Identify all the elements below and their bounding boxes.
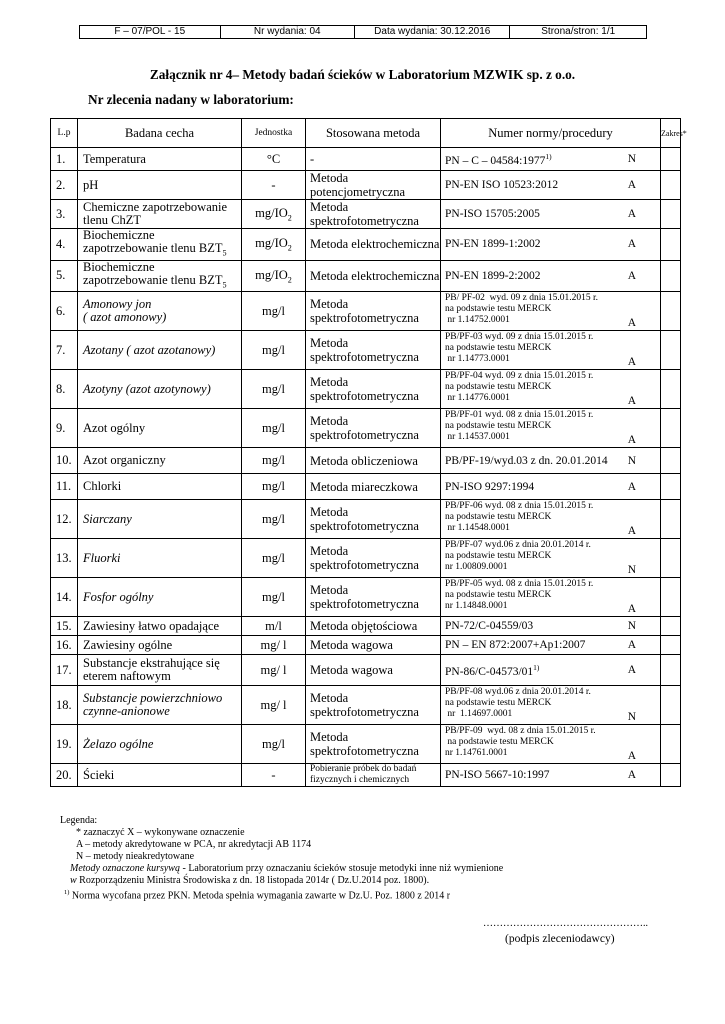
scope-code: A: [627, 434, 636, 446]
unit-text: mg/l: [262, 303, 285, 318]
row-parameter: [78, 764, 242, 787]
parameter-name: Temperatura: [83, 151, 146, 166]
legend: [60, 815, 503, 902]
row-mark-cell[interactable]: [661, 229, 681, 261]
col-header-lp: L.p: [51, 119, 78, 148]
unit-text: mg/l: [262, 511, 285, 526]
parameter-name: Zawiesiny ogólne: [83, 637, 173, 652]
row-standard: [441, 448, 661, 474]
row-number: 16.: [51, 636, 78, 655]
row-method: Metoda elektrochemiczna: [306, 260, 441, 292]
row-mark-cell[interactable]: [661, 578, 681, 617]
col-header-metoda: Stosowana metoda: [306, 119, 441, 148]
scope-code: A: [627, 664, 636, 676]
row-method: Metoda miareczkowa: [306, 474, 441, 500]
table-row: [51, 200, 681, 229]
unit-subscript: 2: [287, 243, 292, 253]
legend-italic-text2: Rozporządzeniu Ministra Środowiska z dn. 18 listopada 2014r ( Dz.U.2014 poz. 1800).: [76, 875, 430, 886]
row-method: Pobieranie próbek do badań fizycznych i chemicznych: [306, 764, 441, 787]
edition-date: Data wydania: 30.12.2016: [355, 26, 510, 38]
table-row: [51, 655, 681, 686]
scope-code: N: [627, 153, 636, 165]
unit-text: mg/ l: [260, 697, 287, 712]
row-number: 2.: [51, 171, 78, 200]
parameter-name: Siarczany: [83, 511, 132, 526]
scope-code: A: [627, 179, 636, 191]
standard-line: PB/PF-03 wyd. 09 z dnia 15.01.2015 r.: [445, 332, 594, 342]
unit-text: mg/l: [262, 479, 285, 493]
row-unit: [242, 764, 306, 787]
row-parameter: [78, 636, 242, 655]
legend-italic-text: - Laboratorium przy oznaczaniu ścieków stosuje metodyki inne niż wymienione: [179, 863, 504, 874]
parameter-name: Fosfor ogólny: [83, 589, 154, 604]
row-unit: [242, 331, 306, 370]
row-standard: [441, 636, 661, 655]
parameter-name: Substancje powierzchniowo czynne-anionowe: [83, 691, 223, 718]
row-method: Metoda spektrofotometryczna: [306, 539, 441, 578]
scope-code: A: [627, 356, 636, 368]
row-standard: [441, 292, 661, 331]
standard-line: na podstawie testu MERCK: [445, 343, 552, 353]
row-mark-cell[interactable]: [661, 617, 681, 636]
row-number: 18.: [51, 686, 78, 725]
parameter-name: Substancje ekstrahujące się eterem naftowym: [83, 656, 220, 683]
row-mark-cell[interactable]: [661, 500, 681, 539]
row-standard: [441, 655, 661, 686]
scope-code: N: [627, 620, 636, 632]
unit-text: mg/ l: [260, 662, 287, 677]
parameter-name: Amonowy jon: [83, 297, 152, 311]
scope-code: N: [627, 564, 636, 576]
scope-code: N: [627, 711, 636, 723]
row-method: Metoda spektrofotometryczna: [306, 292, 441, 331]
row-number: 13.: [51, 539, 78, 578]
standard-text: PN-ISO 5667-10:1997: [445, 769, 550, 781]
row-mark-cell[interactable]: [661, 686, 681, 725]
row-unit: [242, 260, 306, 292]
row-standard: [441, 171, 661, 200]
row-method: Metoda spektrofotometryczna: [306, 686, 441, 725]
row-standard: [441, 229, 661, 261]
standard-text: PN – C – 04584:1977: [445, 154, 546, 167]
scope-code: A: [627, 769, 636, 781]
unit-text: mg/IO: [255, 236, 288, 250]
row-standard: [441, 764, 661, 787]
table-row: [51, 578, 681, 617]
standard-line: na podstawie testu MERCK: [445, 551, 552, 561]
row-unit: [242, 500, 306, 539]
row-method: -: [306, 148, 441, 171]
page-count: Strona/stron: 1/1: [541, 26, 616, 37]
table-row: [51, 764, 681, 787]
row-standard: [441, 500, 661, 539]
row-parameter: [78, 474, 242, 500]
row-standard: [441, 474, 661, 500]
row-number: 20.: [51, 764, 78, 787]
row-method: Metoda spektrofotometryczna: [306, 409, 441, 448]
row-parameter: [78, 539, 242, 578]
row-unit: [242, 539, 306, 578]
row-mark-cell[interactable]: [661, 539, 681, 578]
row-parameter: [78, 686, 242, 725]
unit-text: -: [271, 177, 276, 192]
row-number: 1.: [51, 148, 78, 171]
standard-line: na podstawie testu MERCK: [445, 590, 552, 600]
standard-text: PN-EN 1899-1:2002: [445, 238, 541, 251]
standard-footnote: 1): [533, 663, 540, 673]
scope-code: N: [627, 454, 636, 467]
row-number: 17.: [51, 655, 78, 686]
scope-code: A: [627, 603, 636, 615]
col-header-norma: Numer normy/procedury: [441, 119, 661, 148]
row-standard: [441, 539, 661, 578]
standard-text: PB/PF-19/wyd.03 z dn. 20.01.2014: [445, 454, 608, 467]
row-method: Metoda potencjometryczna: [306, 171, 441, 200]
row-unit: [242, 370, 306, 409]
table-row: [51, 686, 681, 725]
standard-line: PB/PF-01 wyd. 08 z dnia 15.01.2015 r.: [445, 410, 594, 420]
row-parameter: [78, 260, 242, 292]
table-row: [51, 229, 681, 261]
unit-text: mg/l: [262, 736, 285, 751]
table-row: [51, 636, 681, 655]
signature-line: …………………………………………..: [483, 918, 648, 929]
row-method: Metoda objętościowa: [306, 617, 441, 636]
unit-text: mg/ l: [260, 637, 287, 652]
scope-code: A: [627, 639, 636, 651]
parameter-name: Chemiczne zapotrzebowanie tlenu ChZT: [83, 200, 228, 227]
table-row: [51, 725, 681, 764]
unit-text: mg/l: [262, 420, 285, 435]
legend-line: A – metody akredytowane w PCA, nr akredytacji AB 1174: [76, 839, 312, 850]
row-method: Metoda elektrochemiczna: [306, 229, 441, 261]
row-number: 14.: [51, 578, 78, 617]
standard-line: PB/PF-04 wyd. 09 z dnia 15.01.2015 r.: [445, 371, 594, 381]
row-mark-cell[interactable]: [661, 474, 681, 500]
standard-line: nr 1.14548.0001: [445, 523, 510, 533]
row-parameter: [78, 229, 242, 261]
row-mark-cell[interactable]: [661, 725, 681, 764]
unit-text: mg/IO: [255, 205, 288, 220]
standard-line: nr 1.14848.0001: [445, 601, 508, 611]
parameter-name: Azotany ( azot azotanowy): [83, 342, 216, 357]
methods-table: [50, 118, 687, 787]
row-standard: [441, 578, 661, 617]
unit-text: -: [271, 767, 276, 782]
parameter-subscript: 5: [222, 248, 227, 258]
standard-line: na podstawie testu MERCK: [445, 382, 552, 392]
row-unit: [242, 448, 306, 474]
standard-line: na podstawie testu MERCK: [445, 737, 554, 747]
standard-text: PN-ISO 9297:1994: [445, 480, 535, 493]
standard-line: na podstawie testu MERCK: [445, 304, 552, 314]
row-mark-cell[interactable]: [661, 636, 681, 655]
row-parameter: [78, 655, 242, 686]
page-title: Załącznik nr 4– Metody badań ścieków w Laboratorium MZWIK sp. z o.o.: [149, 67, 576, 82]
parameter-name: Żelazo ogólne: [83, 736, 154, 751]
row-method: Metoda spektrofotometryczna: [306, 200, 441, 229]
row-number: 15.: [51, 617, 78, 636]
row-unit: [242, 655, 306, 686]
row-standard: [441, 686, 661, 725]
row-method: Metoda wagowa: [306, 636, 441, 655]
standard-line: PB/PF-06 wyd. 08 z dnia 15.01.2015 r.: [445, 501, 594, 511]
standard-text: PN-86/C-04573/01: [445, 665, 534, 678]
row-parameter: [78, 171, 242, 200]
row-number: 12.: [51, 500, 78, 539]
standard-line: nr 1.14776.0001: [445, 393, 510, 403]
unit-subscript: 2: [287, 213, 292, 223]
standard-line: na podstawie testu MERCK: [445, 698, 552, 708]
row-parameter: [78, 409, 242, 448]
row-unit: [242, 725, 306, 764]
row-parameter: [78, 331, 242, 370]
standard-text: PN-ISO 15705:2005: [445, 208, 540, 220]
row-method: Metoda spektrofotometryczna: [306, 370, 441, 409]
standard-line: na podstawie testu MERCK: [445, 512, 552, 522]
row-mark-cell[interactable]: [661, 292, 681, 331]
legend-title: Legenda:: [60, 815, 98, 826]
parameter-name: Zawiesiny łatwo opadające: [83, 618, 220, 633]
edition-number: Nr wydania: 04: [221, 26, 356, 38]
table-row: [51, 331, 681, 370]
row-unit: [242, 148, 306, 171]
row-standard: [441, 617, 661, 636]
standard-line: PB/PF-07 wyd.06 z dnia 20.01.2014 r.: [445, 540, 591, 550]
row-mark-cell[interactable]: [661, 171, 681, 200]
standard-line: nr 1.14773.0001: [445, 354, 510, 364]
row-mark-cell[interactable]: [661, 148, 681, 171]
table-header-row: [51, 119, 681, 148]
form-number: F – 07/POL - 15: [80, 26, 221, 38]
col-header-zakres: Zakres*: [661, 119, 681, 148]
row-mark-cell[interactable]: [661, 200, 681, 229]
standard-line: PB/ PF-02 wyd. 09 z dnia 15.01.2015 r.: [445, 293, 599, 303]
row-method: Metoda obliczeniowa: [306, 448, 441, 474]
unit-subscript: 2: [287, 275, 292, 284]
standard-line: nr 1.14761.0001: [445, 748, 508, 758]
row-mark-cell[interactable]: [661, 655, 681, 686]
standard-line: nr 1.00809.0001: [445, 562, 508, 572]
row-unit: [242, 617, 306, 636]
col-header-jednostka: Jednostka: [242, 119, 306, 148]
standard-line: nr 1.14752.0001: [445, 315, 510, 325]
row-unit: [242, 409, 306, 448]
row-mark-cell[interactable]: [661, 260, 681, 292]
row-number: 19.: [51, 725, 78, 764]
row-unit: [242, 578, 306, 617]
row-number: 7.: [51, 331, 78, 370]
scope-code: A: [627, 238, 636, 251]
row-parameter: [78, 292, 242, 331]
row-method: Metoda wagowa: [306, 655, 441, 686]
row-standard: [441, 148, 661, 171]
row-method: Metoda spektrofotometryczna: [306, 500, 441, 539]
legend-line: * zaznaczyć X – wykonywane oznaczenie: [76, 827, 245, 838]
table-row: [51, 448, 681, 474]
table-row: [51, 500, 681, 539]
row-unit: [242, 200, 306, 229]
table-row: [51, 171, 681, 200]
legend-italic-note: [60, 863, 503, 875]
row-number: 10.: [51, 448, 78, 474]
table-row: [51, 617, 681, 636]
table-row: [51, 474, 681, 500]
signature-label: (podpis zleceniodawcy): [505, 933, 615, 945]
standard-text: PN-EN ISO 10523:2012: [445, 179, 559, 191]
table-row: [51, 370, 681, 409]
parameter-subscript: 5: [222, 280, 227, 289]
scope-code: A: [627, 750, 636, 762]
row-unit: [242, 292, 306, 331]
standard-line: PB/PF-09 wyd. 08 z dnia 15.01.2015 r.: [445, 726, 596, 736]
unit-text: mg/IO: [255, 267, 288, 282]
row-number: 5.: [51, 260, 78, 292]
row-number: 9.: [51, 409, 78, 448]
unit-text: mg/l: [262, 589, 285, 604]
row-mark-cell[interactable]: [661, 764, 681, 787]
scope-code: A: [627, 525, 636, 537]
row-parameter: [78, 148, 242, 171]
unit-text: m/l: [265, 618, 282, 633]
unit-text: mg/l: [262, 453, 285, 467]
standard-text: PN – EN 872:2007+Ap1:2007: [445, 639, 586, 651]
standard-line: PB/PF-05 wyd. 08 z dnia 15.01.2015 r.: [445, 579, 594, 589]
document-header: [79, 25, 647, 39]
parameter-name: Azot ogólny: [83, 420, 146, 435]
col-header-cecha: Badana cecha: [78, 119, 242, 148]
row-number: 11.: [51, 474, 78, 500]
scope-code: A: [627, 269, 636, 282]
unit-text: mg/l: [262, 550, 285, 565]
parameter-name: Ścieki: [83, 767, 115, 782]
table-row: [51, 409, 681, 448]
row-number: 4.: [51, 229, 78, 261]
standard-line: nr 1.14697.0001: [445, 709, 513, 719]
row-standard: [441, 370, 661, 409]
table-row: [51, 148, 681, 171]
row-method: Metoda spektrofotometryczna: [306, 725, 441, 764]
row-mark-cell[interactable]: [661, 331, 681, 370]
scope-code: A: [627, 480, 636, 493]
footnote-mark: 1): [64, 889, 70, 896]
table-row: [51, 539, 681, 578]
row-standard: [441, 331, 661, 370]
row-mark-cell[interactable]: [661, 409, 681, 448]
footnote-text: Norma wycofana przez PKN. Metoda spełnia wymagania zawarte w Dz.U. Poz. 1800 z 2014 r: [69, 890, 451, 902]
legend-line: N – metody nieakredytowane: [76, 851, 195, 862]
unit-text: °C: [266, 151, 281, 166]
row-unit: [242, 636, 306, 655]
row-method: Metoda spektrofotometryczna: [306, 578, 441, 617]
row-standard: [441, 725, 661, 764]
scope-code: A: [627, 317, 636, 329]
parameter-name: Fluorki: [83, 550, 121, 565]
row-mark-cell[interactable]: [661, 448, 681, 474]
order-number-label: Nr zlecenia nadany w laboratorium:: [88, 92, 294, 107]
row-unit: [242, 686, 306, 725]
row-parameter: [78, 200, 242, 229]
parameter-name: Azot organiczny: [83, 453, 166, 467]
standard-text: PN-72/C-04559/03: [445, 620, 534, 632]
table-row: [51, 292, 681, 331]
unit-text: mg/l: [262, 342, 285, 357]
standard-line: nr 1.14537.0001: [445, 432, 510, 442]
standard-line: na podstawie testu MERCK: [445, 421, 552, 431]
row-number: 8.: [51, 370, 78, 409]
standard-text: PN-EN 1899-2:2002: [445, 269, 541, 282]
row-standard: [441, 200, 661, 229]
row-parameter: [78, 370, 242, 409]
row-mark-cell[interactable]: [661, 370, 681, 409]
legend-footnote: [60, 887, 503, 902]
parameter-name: Chlorki: [83, 479, 122, 493]
standard-footnote: 1): [545, 152, 552, 162]
row-parameter: [78, 448, 242, 474]
row-number: 3.: [51, 200, 78, 229]
unit-text: mg/l: [262, 381, 285, 396]
legend-italic-note-cont: [60, 875, 503, 887]
row-unit: [242, 474, 306, 500]
table-row: [51, 260, 681, 292]
parameter-name: Biochemiczne zapotrzebowanie tlenu BZT: [83, 228, 223, 255]
legend-italic-label: Metody oznaczone kursywą: [70, 863, 180, 874]
row-parameter: [78, 725, 242, 764]
row-unit: [242, 171, 306, 200]
row-method: Metoda spektrofotometryczna: [306, 331, 441, 370]
parameter-name: Azotyny (azot azotynowy): [83, 381, 211, 396]
standard-line: PB/PF-08 wyd.06 z dnia 20.01.2014 r.: [445, 687, 591, 697]
legend-italic-w: w: [70, 875, 77, 886]
row-parameter: [78, 578, 242, 617]
row-parameter: [78, 500, 242, 539]
parameter-name: Biochemiczne zapotrzebowanie tlenu BZT: [83, 259, 223, 287]
row-number: 6.: [51, 292, 78, 331]
row-standard: [441, 260, 661, 292]
row-standard: [441, 409, 661, 448]
parameter-name-line2: ( azot amonowy): [83, 310, 167, 324]
scope-code: A: [627, 208, 636, 220]
row-parameter: [78, 617, 242, 636]
scope-code: A: [627, 395, 636, 407]
parameter-name: pH: [83, 177, 99, 192]
row-unit: [242, 229, 306, 261]
